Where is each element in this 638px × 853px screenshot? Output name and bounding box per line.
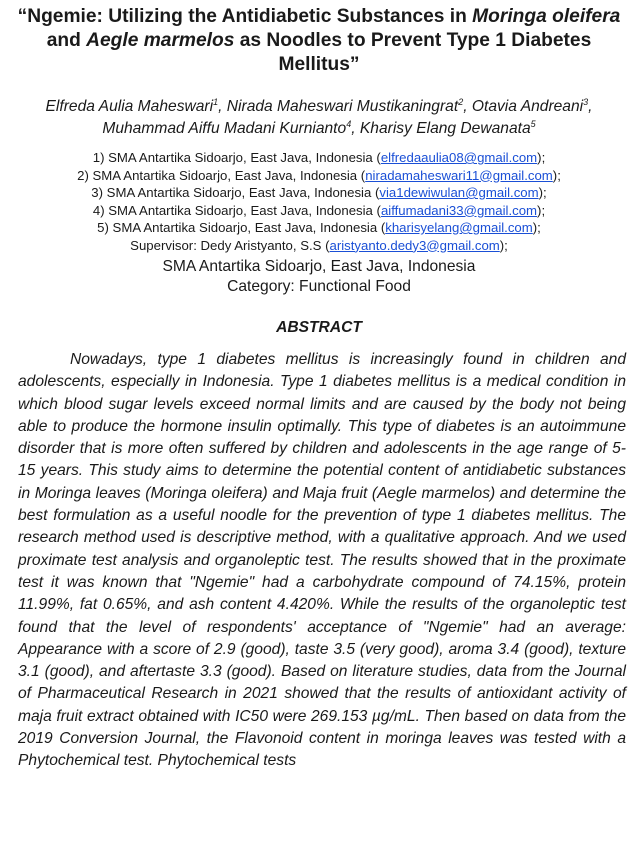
author-affiliation-mark: 4 <box>346 118 352 129</box>
supervisor-suffix: ); <box>499 237 508 253</box>
author-email-link[interactable]: via1dewiwulan@gmail.com <box>379 185 539 200</box>
title-part-1: “Ngemie: Utilizing the Antidiabetic Substances in <box>17 6 473 27</box>
title-species-aegle: Aegle marmelos <box>86 30 235 51</box>
author-name: Elfreda Aulia Maheswari <box>45 98 214 115</box>
author-name: Muhammad Aiffu Madani Kurnianto <box>102 120 347 137</box>
affiliation-item <box>10 167 628 185</box>
author-email-link[interactable]: niradamaheswari11@gmail.com <box>365 167 553 183</box>
paper-title <box>8 5 630 77</box>
title-part-2: and <box>46 30 87 51</box>
author-name: Kharisy Elang Dewanata <box>359 120 531 137</box>
affiliation-suffix: ); <box>538 185 547 200</box>
affiliation-text: 4) SMA Antartika Sidoarjo, East Java, Indonesia ( <box>92 202 381 218</box>
affiliation-item <box>10 202 628 220</box>
affiliation-suffix: ); <box>537 202 546 218</box>
supervisor-text: Supervisor: Dedy Aristyanto, S.S ( <box>130 237 330 253</box>
affiliation-item <box>10 149 628 167</box>
affiliation-text: 5) SMA Antartika Sidoarjo, East Java, Indonesia ( <box>97 220 386 235</box>
author-name: Otavia Andreani <box>471 98 584 115</box>
school-line: SMA Antartika Sidoarjo, East Java, Indonesia <box>162 258 476 275</box>
author-affiliation-mark: 5 <box>530 118 536 129</box>
title-species-moringa: Moringa oleifera <box>472 6 621 27</box>
author-affiliation-mark: 2 <box>458 96 464 107</box>
author-affiliation-mark: 1 <box>213 96 219 107</box>
author-name: Nirada Maheswari Mustikaningrat <box>226 98 459 115</box>
author-email-link[interactable]: elfredaaulia08@gmail.com <box>380 150 538 165</box>
affiliation-text: 3) SMA Antartika Sidoarjo, East Java, Indonesia ( <box>91 185 380 200</box>
supervisor-email-link[interactable]: aristyanto.dedy3@gmail.com <box>329 237 500 253</box>
author-affiliation-mark: 3 <box>583 96 589 107</box>
affiliation-suffix: ); <box>532 220 541 235</box>
affiliation-text: 1) SMA Antartika Sidoarjo, East Java, Indonesia ( <box>92 150 381 165</box>
affiliation-item <box>10 219 628 237</box>
affiliation-text: 2) SMA Antartika Sidoarjo, East Java, Indonesia ( <box>77 167 366 183</box>
affiliation-list <box>10 149 628 254</box>
author-list <box>10 96 628 140</box>
abstract-heading: ABSTRACT <box>276 319 362 336</box>
abstract-body: Nowadays, type 1 diabetes mellitus is increasingly found in children and adolescents, especially in Indonesia. Type 1 diabetes mellitus is a medical condition in which blood sugar levels exceed normal limits and are caused by the body not being able to produce the hormone insulin optimally. This type of diabetes is an autoimmune disorder that is more often suffered by children and adolescents in the age range of 5-15 years. This study aims to determine the potential content of antidiabetic substances in Moringa leaves (Moringa oleifera) and Maja fruit (Aegle marmelos) and determine the best formulation as a useful noodle for the prevention of type 1 diabetes mellitus. The research method used is descriptive method, with a qualitative approach. And we used proximate test analysis and organoleptic test. The results showed that in the proximate test it was known that "Ngemie" had a carbohydrate compound of 74.15%, protein 11.99%, fat 0.65%, and ash content 4.420%. While the results of the organoleptic test found that the level of respondents' acceptance of "Ngemie" had an average: Appearance with a score of 2.9 (good), taste 3.5 (very good), aroma 3.4 (good), texture 3.1 (good), and aftertaste 3.3 (good). Based on literature studies, data from the Journal of Pharmaceutical Research in 2021 showed that the results of antioxidant activity of maja fruit extract obtained with IC50 were 269.153 µg/mL. Then based on data from the 2019 Conversion Journal, the Flavonoid content in moringa leaves was tested with a Phytochemical test. Phytochemical tests <box>18 351 626 770</box>
title-part-3: as Noodles to Prevent Type 1 Diabetes Mellitus” <box>234 30 592 75</box>
author-email-link[interactable]: aiffumadani33@gmail.com <box>380 202 538 218</box>
author-email-link[interactable]: kharisyelang@gmail.com <box>385 220 533 235</box>
affiliation-suffix: ); <box>552 167 561 183</box>
supervisor-item <box>10 237 628 255</box>
author-separator: , <box>218 98 227 115</box>
category-line: Category: Functional Food <box>227 278 411 295</box>
affiliation-suffix: ); <box>537 150 546 165</box>
author-separator: , <box>351 120 360 137</box>
author-separator: , <box>463 98 472 115</box>
affiliation-item <box>10 184 628 202</box>
author-separator: , <box>588 98 593 115</box>
